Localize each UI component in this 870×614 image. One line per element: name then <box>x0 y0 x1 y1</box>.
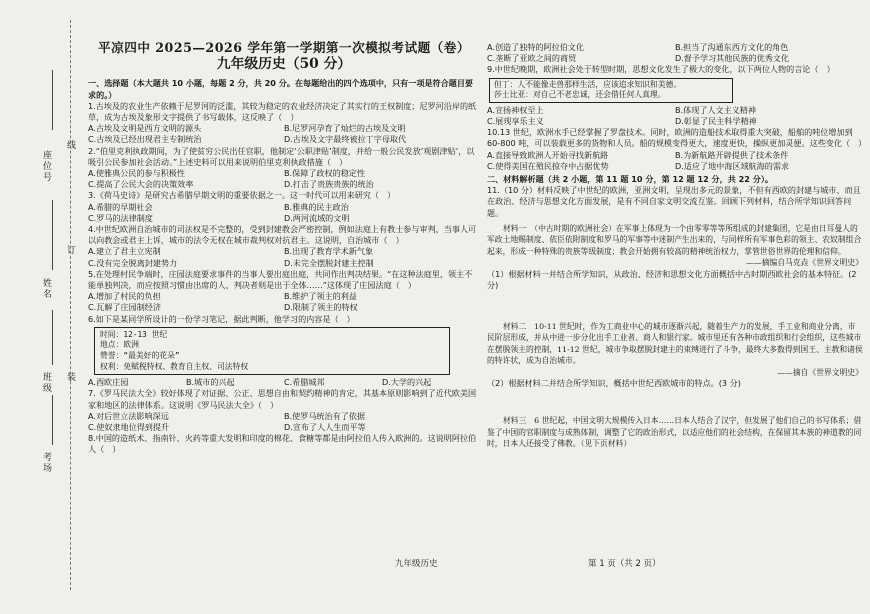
option-d: D.适应了地中海区域航海的需求 <box>675 160 790 171</box>
sub-question: （1）根据材料一并结合所学知识，从政治、经济和思想文化方面概括中古时期西欧社会的基本特征。(2 分) <box>487 268 857 290</box>
option-d: D.彰显了民主科学精神 <box>675 116 757 126</box>
option-a: A.创造了独特的阿拉伯文化 <box>487 42 584 52</box>
material-text: 材料二 10-11 世纪时，作为工商业中心的城市逐渐兴起，随着生产力的发展，手工业和商业分离，市民阶层形成，并从中进一步分化出手工业者、商人和银行家。城市里还有各种市政组织和行会组织，这些城市在摆脱领主的控制，11-12 世纪，城市争取摆脱封建主的束缚进行了斗争，最终大多数得到国王、主教和诸侯的特许状，成为自治城市。 <box>487 321 863 366</box>
options <box>487 42 863 64</box>
left-column <box>88 0 480 456</box>
class-label: 班级 <box>41 372 51 394</box>
question-stem: 1.古埃及的农业生产依赖于尼罗河的泛滥，其较为稳定的农业经济决定了其实行的王权制度；尼罗河沿岸的纸草，成为古埃及象形文字提供了书写载体，这反映了（ ） <box>88 100 477 123</box>
note-line: 地点：欧洲 <box>100 340 139 350</box>
option-b: B.体现了人文主义精神 <box>675 104 756 115</box>
option-c: C.使得美国在殖民掠夺中占据优势 <box>487 160 609 171</box>
question-stem: 11.（10 分）材料反映了中世纪的欧洲，亚洲文明，呈现出多元的景象，不但有西欧的封建与城市、而且在政治、经济与思想文化方面发展，是有不同自家文明交流互鉴。回顾下列材料，结合所学知识回答问题。 <box>487 185 861 218</box>
binding-char: 订 <box>65 245 75 256</box>
option-b: B.为新航路开辟提供了技术条件 <box>675 149 789 160</box>
option-d: D.限制了领主的特权 <box>284 302 358 313</box>
option-c: C.瓦解了庄园制经济 <box>88 302 161 313</box>
option-b: B.维护了领主的利益 <box>284 291 357 302</box>
question-stem: 5.在处理村民争端时，庄园法庭要求事件的当事人要出庭出庭，共同作出判决结果。“在这种法庭里，领主不能单独判决，而应按照习惯由出席的人，判决者则是出于全体……”这体现了庄园法庭（ ） <box>88 268 473 291</box>
options <box>88 246 480 268</box>
option-a: A.使雅典公民的参与积极性 <box>88 168 185 179</box>
note-line: 时间：12-13 世纪 <box>100 329 168 339</box>
option-b: B.保障了政权的稳定性 <box>284 168 365 179</box>
options <box>487 105 863 127</box>
material-text: 材料三 6 世纪起，中国文明大规模传入日本……日本人结合了汉字，但发展了他们自己的书写体系；借鉴了中国的官职制度与成熟体制，调整了它的政治形式，以适应他们的社会结构，在保留其本族的神道教的同时，日本人还接受了佛教。（见下页材料） <box>487 416 862 449</box>
option-a: A.希腊的早期社会 <box>88 201 153 212</box>
options <box>88 168 480 190</box>
exam-room-label: 考场 <box>41 452 51 474</box>
option-b: B.使罗马统治有了依据 <box>284 410 365 421</box>
study-note-box <box>94 327 450 375</box>
options <box>88 377 480 388</box>
option-d: D.两河流域的文明 <box>284 212 350 223</box>
option-a: A.直接导致欧洲人开始寻找新航路 <box>487 149 609 160</box>
option-d: D.督予学习其他民族的优秀文化 <box>675 53 790 64</box>
option-d: D.宣布了人人生而平等 <box>284 422 366 433</box>
class-blank <box>52 310 53 365</box>
option-b: B.城市的兴起 <box>186 377 235 388</box>
sub-question: （2）根据材料二并结合所学知识，概括中世纪西欧城市的特点。(3 分) <box>487 378 741 389</box>
option-d: D.古埃及文字最终被拉丁字母取代 <box>284 134 407 145</box>
answer-space <box>487 291 863 321</box>
option-d: D.打击了贵族贵族的统治 <box>284 179 374 190</box>
exam-room-blank <box>52 395 53 445</box>
question-stem: 10.13 世纪，欧洲水手已经掌握了罗盘技术。同时，欧洲的造船技术取得重大突破，船舶的吨位增加到 60-800 吨，可以装载更多的货物和人员。船的规模变得更大，速度更快，操纵更加灵便。这些变化（ ） <box>487 127 867 149</box>
answer-space <box>487 389 863 415</box>
section-heading: 二、材料解析题（共 2 小题，第 11 题 10 分，第 12 题 12 分，共 22 分）。 <box>487 174 773 185</box>
option-c: C.古埃及已经出现君主专制统治 <box>88 134 202 145</box>
option-c: C.展现享乐主义 <box>487 116 544 126</box>
options <box>88 202 480 224</box>
option-c: C.希腊城邦 <box>284 377 325 388</box>
question-stem: 7.《罗马民法大全》较好体现了对证据、公正、思想自由和契约精神的肯定，其基本原则影响到了近代欧美国家和地区的法律体系。这说明《罗马民法大全》（ ） <box>88 388 477 410</box>
section-heading: 一、选择题（本大题共 10 小题，每题 2 分，共 20 分。在每题给出的四个选项中，只有一项是符合题目要求的。） <box>88 78 474 100</box>
question-stem: 6.如下是某同学所设计的一份学习笔记，据此判断，他学习的内容是（ ） <box>88 313 355 324</box>
option-b: B.尼罗河孕育了灿烂的古埃及文明 <box>284 123 406 134</box>
option-b: B.出现了教育学术新气象 <box>284 246 374 257</box>
question-stem: 3.《荷马史诗》是研究古希腊早期文明的重要依据之一。这一时代可以用来研究（ ） <box>88 190 396 201</box>
option-a: A.宣扬神权至上 <box>487 104 544 115</box>
right-column <box>487 42 867 450</box>
seat-label: 座位号 <box>41 150 51 183</box>
footer-page-number: 第 1 页（共 2 页） <box>588 559 661 569</box>
note-line: 权利：免赋税特权、教育自主权、司法特权 <box>100 361 249 371</box>
options <box>88 411 480 433</box>
quote-box <box>489 78 733 103</box>
option-b: B.雅典的民主政治 <box>284 201 349 212</box>
option-a: A.对后世立法影响深远 <box>88 410 169 421</box>
option-d: D.大学的兴起 <box>382 377 432 388</box>
option-a: A.古埃及文明是西方文明的源头 <box>88 123 202 134</box>
exam-subtitle: 九年级历史（50 分） <box>216 56 352 73</box>
option-c: C.提高了公民大会的决策效率 <box>88 179 194 190</box>
binding-char: 装 <box>65 372 75 383</box>
exam-title: 平凉四中 2025—2026 学年第一学期第一次模拟考试题（卷） <box>98 40 470 55</box>
question-stem: 8.中国的造纸术、指南针、火药等重大发明和印度的棉花、食糖等都是由阿拉伯人传入欧洲的。这说明阿拉伯人（ ） <box>88 433 477 455</box>
options <box>88 123 480 145</box>
option-b: B.担当了沟通东西方文化的角色 <box>675 42 789 52</box>
quote-line: 但丁：人不能像走兽那样生活，应该追求知识和美德。 <box>494 79 682 89</box>
name-label: 姓名 <box>41 278 51 300</box>
quote-line: 莎士比亚：对自己不老忠诚，还会借任何人真理。 <box>494 90 666 100</box>
footer-subject: 九年级历史 <box>395 559 438 569</box>
option-c: C.垄断了亚欧之间的商贸 <box>487 53 577 64</box>
option-c: C.没有完全脱离封建势力 <box>88 257 178 268</box>
line-char: 线 <box>65 140 75 151</box>
question-stem: 2.“伯里克利执政期间，为了使贫穷公民出任官职，他制定‘公职津贴’制度，并给一般公民发放‘观剧津贴’，以吸引公民参加社会活动。”上述史料可以用来说明伯里克利执政措施（ ） <box>88 145 475 167</box>
options <box>88 291 480 313</box>
material-text: 材料一 （中古时期的欧洲社会）在军事上体现为一个由零零等等所组成的封建集团，它是由日耳曼人的军政土地赐制度、依臣依附制度和罗马的军事等中迷制产生出来的，与同样所有军事色彩的领主、农奴制组合起来，形成一种特殊的贵族等级制度；教会开始拥有较高的精神统治权力，掌管世俗世界的伦理和信仰。 <box>487 223 862 256</box>
binding-margin <box>0 0 85 614</box>
option-a: A.增加了村民的负担 <box>88 291 161 302</box>
binding-line <box>70 20 71 590</box>
option-c: C.使奴隶地位得到提升 <box>88 422 170 433</box>
option-d: D.未完全摆脱封建主控制 <box>284 257 374 268</box>
material-source: ——摘编自马克垚《世界文明史》 <box>746 258 863 268</box>
question-stem: 4.中世纪欧洲自治城市的司法权是不完整的，受到封建教会严密控制，例如法庭上有教士参与审判，当事人可以向教会或君主上诉，城市的法令无权在城市裁判权对抗君主。这说明，自治城市（ ） <box>88 224 477 246</box>
material-source: ——摘自《世界文明史》 <box>777 367 863 377</box>
question-stem: 9.中世纪晚期，欧洲社会处于转型时期，思想文化发生了极大的变化，以下两位人物的言论（ ） <box>487 64 835 75</box>
option-a: A.建立了君主立宪制 <box>88 246 161 257</box>
option-a: A.西欧庄园 <box>88 377 129 388</box>
name-blank <box>52 200 53 270</box>
seat-blank <box>52 70 53 130</box>
note-line: 赞誉：“最美好的花朵” <box>100 351 180 361</box>
options <box>487 150 863 172</box>
option-c: C.罗马的法律制度 <box>88 212 153 223</box>
